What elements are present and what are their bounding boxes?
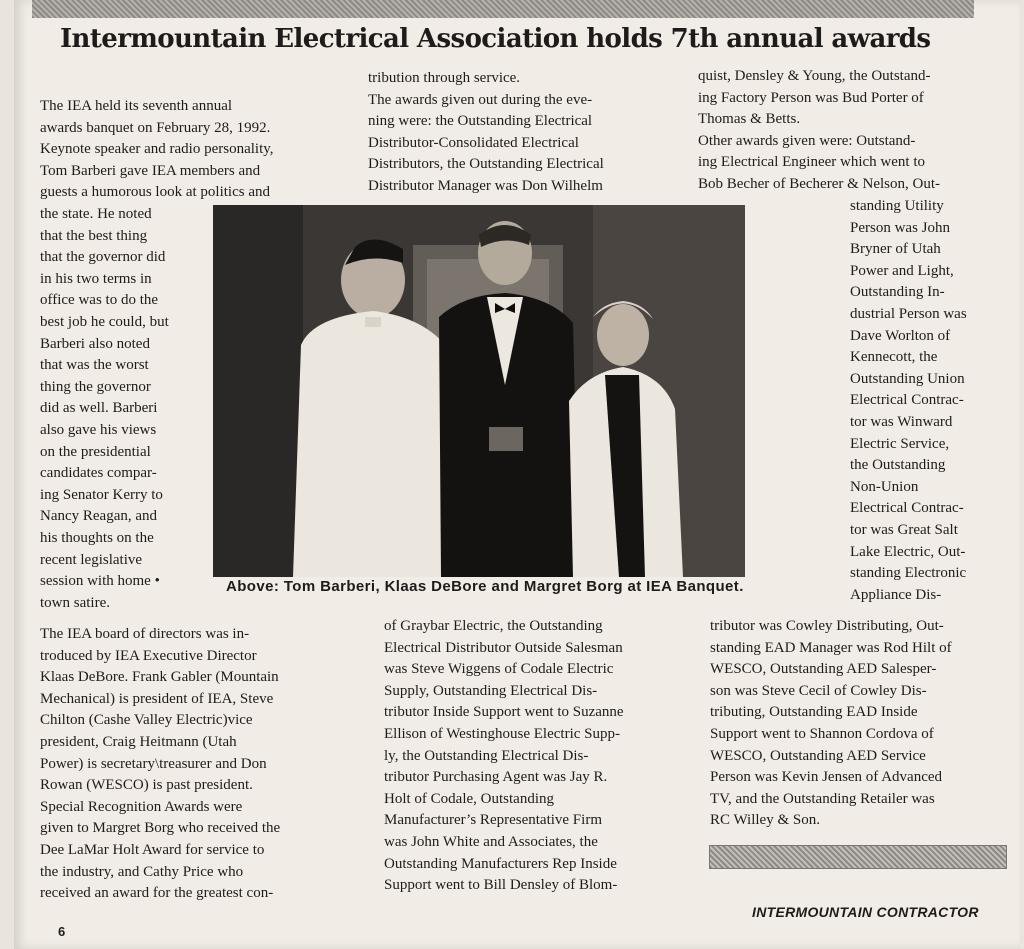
top-decorative-rule: [32, 0, 974, 18]
column-2-bottom: of Graybar Electric, the Outstanding Electrical Distributor Outside Salesman was Steve Wiggens of Codale Electric Supply, Outstanding Electrical Dis- tributor Inside Support went to Suzanne Ellison of Westinghouse Electric Supp- ly, the Outstanding Electrical Dis- tributor Purchasing Agent was Jay R. Holt of Codale, Outstanding Manufacturer’s Representative Firm was John White and Associates, the Outstanding Manufacturers Rep Inside Support went to Bill Densley of Blom-: [384, 618, 624, 894]
photo-caption: Above: Tom Barberi, Klaas DeBore and Margret Borg at IEA Banquet.: [226, 578, 744, 595]
column-3-wrap: standing Utility Person was John Bryner of Utah Power and Light, Outstanding In- dustrial Person was Dave Worlton of Kennecott, the Outstanding Union Electrical Contrac- tor was Winward Electric Service, the Outstanding Non-Union Electrical Contrac- tor was Great Salt Lake Electric, Out- standing Electronic Appliance Dis-: [850, 198, 967, 603]
column-3-top: quist, Densley & Young, the Outstand- ing Factory Person was Bud Porter of Thomas & Betts. Other awards given were: Outstand- ing Electrical Engineer which went to Bob Becher of Becherer & Nelson, Out-: [698, 68, 941, 192]
page-number: 6: [58, 924, 66, 939]
bottom-decorative-rule: [709, 845, 1007, 869]
column-1-top: The IEA held its seventh annual awards banquet on February 28, 1992. Keynote speaker and radio personality, Tom Barberi gave IEA members and guests a humorous look at politics and: [40, 98, 274, 201]
banquet-photo-illustration: [213, 205, 745, 577]
column-2-top: tribution through service. The awards given out during the eve- ning were: the Outstanding Electrical Distributor-Consolidated Electrical Distributors, the Outstanding Electrical Distributor Manager was Don Wilhelm: [368, 70, 604, 194]
column-1-wrap: the state. He noted that the best thing that the governor did in his two terms in office was to do the best job he could, but Barberi also noted that was the worst thing the governor did as well. Barberi also gave his views on the presidential candidates compar- ing Senator Kerry to Nancy Reagan, and his thoughts on the recent legislative session with home • town satire.: [40, 206, 169, 611]
headline: Intermountain Electrical Association holds 7th annual awards: [60, 24, 931, 54]
column-1-bottom: The IEA board of directors was in- troduced by IEA Executive Director Klaas DeBore. Frank Gabler (Mountain Mechanical) is president of IEA, Steve Chilton (Cashe Valley Electric)vice president, Craig Heitmann (Utah Power) is secretary\treasurer and Don Rowan (WESCO) is past president. Special Recognition Awards were given to Margret Borg who received the Dee LaMar Holt Award for service to the industry, and Cathy Price who received an award for the greatest con-: [40, 626, 281, 902]
banquet-photo: [213, 205, 745, 577]
publication-name: INTERMOUNTAIN CONTRACTOR: [752, 904, 979, 920]
column-3-bottom: tributor was Cowley Distributing, Out- standing EAD Manager was Rod Hilt of WESCO, Outstanding AED Salesper- son was Steve Cecil of Cowley Dis- tributing, Outstanding EAD Inside Support went to Shannon Cordova of WESCO, Outstanding AED Service Person was Kevin Jensen of Advanced TV, and the Outstanding Retailer was RC Willey & Son.: [710, 618, 952, 829]
